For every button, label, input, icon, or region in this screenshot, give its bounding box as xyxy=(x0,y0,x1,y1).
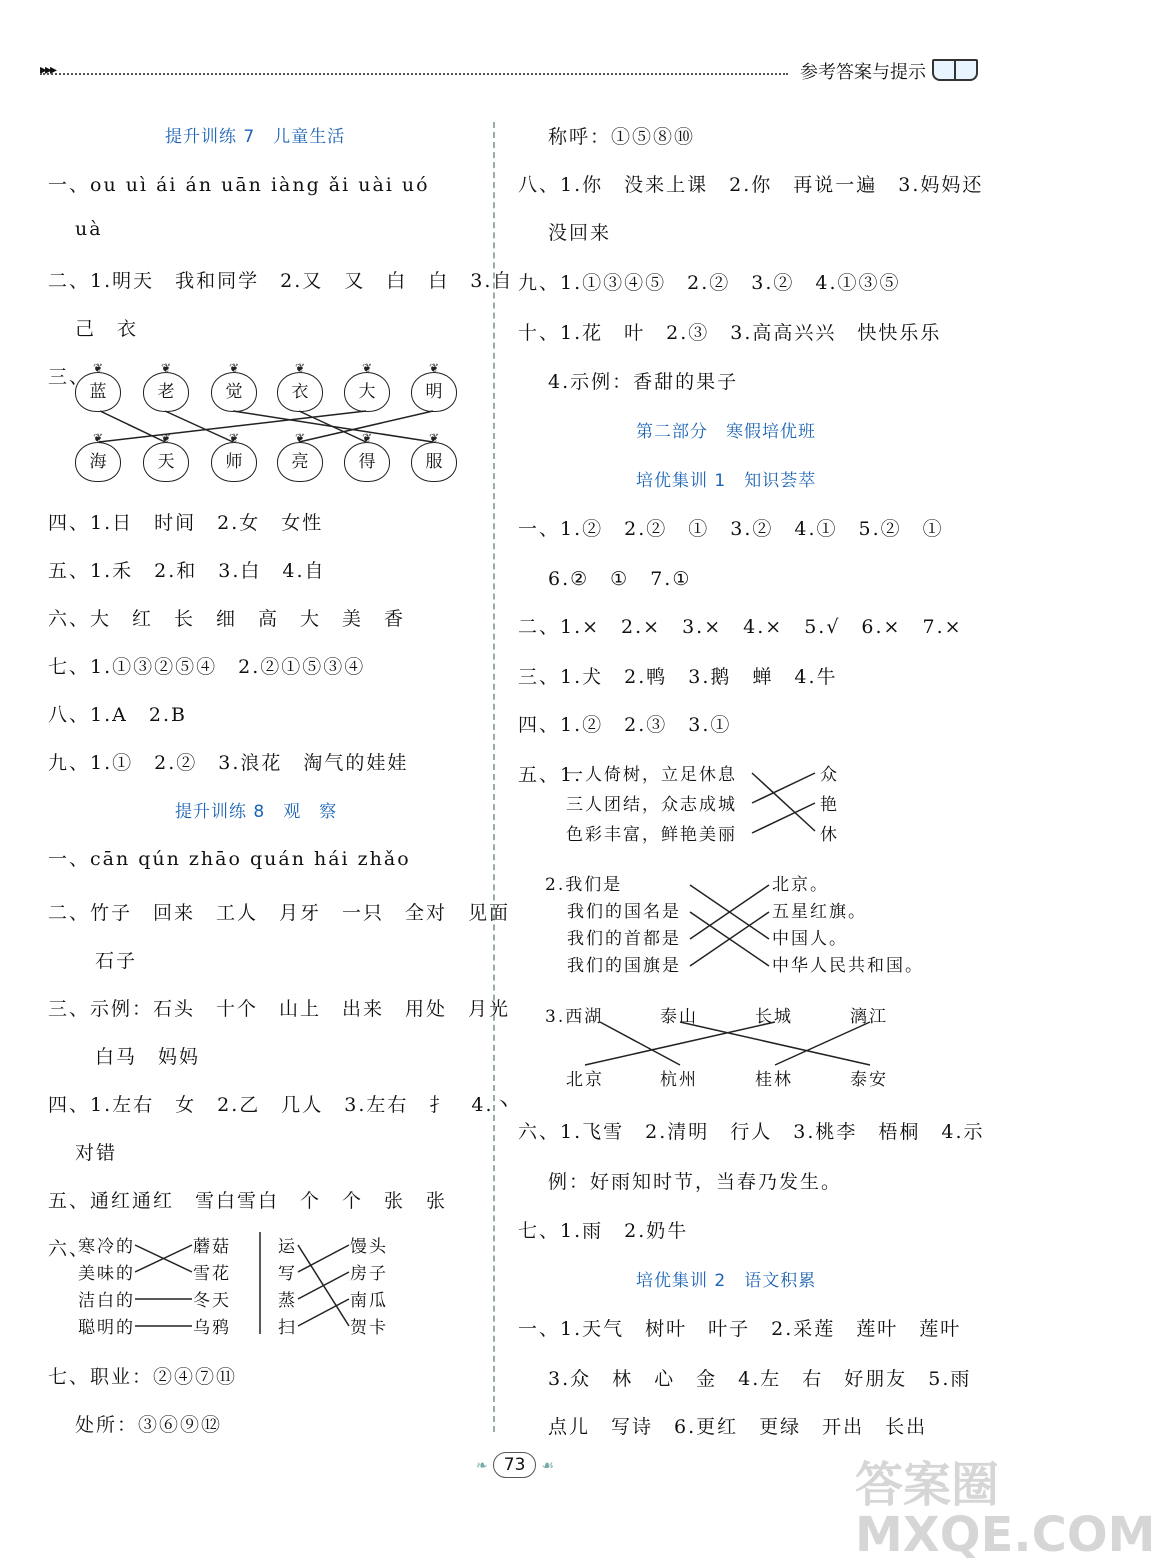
apple-character: ❦ 亮 xyxy=(277,442,323,482)
apple-character: ❦ 衣 xyxy=(277,372,323,412)
match-item: 雪花 xyxy=(193,1264,231,1284)
match-item: 漓江 xyxy=(850,1007,888,1027)
answer-line: 一、cān qún zhāo quán hái zhǎo xyxy=(48,848,411,870)
answer-line: 四、1.② 2.③ 3.① xyxy=(518,714,732,736)
leaf-ornament-icon: ❧ xyxy=(475,1458,488,1474)
answer-line: 己 衣 xyxy=(75,318,139,340)
match-item: 寒冷的 xyxy=(78,1237,135,1257)
answer-line: 一、1.② 2.② ① 3.② 4.① 5.② ① xyxy=(518,518,944,540)
apple-character: ❦ 师 xyxy=(211,442,257,482)
match-line xyxy=(298,1272,349,1299)
match-item: 艳 xyxy=(820,795,839,815)
answer-line: 石子 xyxy=(95,950,138,972)
match-item: 2.我们是 xyxy=(545,875,623,895)
match-line xyxy=(775,1022,870,1065)
answer-line: 七、1.①③②⑤④ 2.②①⑤③④ xyxy=(48,656,366,678)
match-item: 运 xyxy=(278,1237,297,1257)
match-line xyxy=(752,803,815,833)
match-item: 休 xyxy=(820,825,839,845)
header-arrows: ▸▸▸ xyxy=(40,62,56,78)
answer-line: 四、1.左右 女 2.乙 几人 3.左右 扌 4.丶 xyxy=(48,1094,515,1116)
match-item: 三人团结，众志成城 xyxy=(566,795,737,815)
apple-character: ❦ 老 xyxy=(143,372,189,412)
section-title-8: 提升训练 8 观 察 xyxy=(175,802,338,822)
match-item: 桂林 xyxy=(755,1070,793,1090)
match-item: 泰安 xyxy=(850,1070,888,1090)
answer-line: 三、 xyxy=(48,366,91,388)
match-item: 写 xyxy=(278,1264,297,1284)
match-item: 3.西湖 xyxy=(545,1007,604,1027)
answer-line: 十、1.花 叶 2.③ 3.高高兴兴 快快乐乐 xyxy=(518,322,942,344)
apple-character: ❦ 觉 xyxy=(211,372,257,412)
match-item: 房子 xyxy=(350,1264,388,1284)
answer-line: 九、1.①③④⑤ 2.② 3.② 4.①③⑤ xyxy=(518,272,901,294)
answer-line: 七、1.雨 2.奶牛 xyxy=(518,1220,689,1242)
match-item: 杭州 xyxy=(660,1070,698,1090)
answer-line: 七、职业：②④⑦⑪ xyxy=(48,1366,238,1388)
answer-line: 6.② ① 7.① xyxy=(548,568,692,590)
answer-line: 九、1.① 2.② 3.浪花 淘气的娃娃 xyxy=(48,752,409,774)
match-line xyxy=(99,411,366,442)
match-item: 乌鸦 xyxy=(193,1318,231,1338)
section-title-t2: 培优集训 2 语文积累 xyxy=(636,1271,817,1291)
answer-line: 点儿 写诗 6.更红 更绿 开出 长出 xyxy=(548,1416,928,1438)
answer-line: 4.示例：香甜的果子 xyxy=(548,371,739,393)
answer-line: 例：好雨知时节，当春乃发生。 xyxy=(548,1171,843,1193)
match-item: 五星红旗。 xyxy=(772,902,867,922)
match-item: 众 xyxy=(820,765,839,785)
match-item: 色彩丰富，鲜艳美丽 xyxy=(566,825,737,845)
answer-line: 三、1.犬 2.鸭 3.鹅 蝉 4.牛 xyxy=(518,666,838,688)
match-item: 贺卡 xyxy=(350,1318,388,1338)
apple-character: ❦ 大 xyxy=(344,372,390,412)
match-line xyxy=(299,411,366,442)
section-title-7: 提升训练 7 儿童生活 xyxy=(165,127,346,147)
answer-line: 称呼：①⑤⑧⑩ xyxy=(548,126,696,148)
match-line xyxy=(165,411,233,442)
answer-line: 3.众 林 心 金 4.左 右 好朋友 5.雨 xyxy=(548,1368,972,1390)
answer-line: 六、大 红 长 细 高 大 美 香 xyxy=(48,608,406,630)
match-item: 长城 xyxy=(755,1007,793,1027)
apple-character: ❦ 明 xyxy=(411,372,457,412)
answer-line: 六、1.飞雪 2.清明 行人 3.桃李 梧桐 4.示 xyxy=(518,1121,985,1143)
apple-character: ❦ 天 xyxy=(143,442,189,482)
match-item: 蘑菇 xyxy=(193,1237,231,1257)
match-item: 北京。 xyxy=(772,875,829,895)
match-item: 洁白的 xyxy=(78,1291,135,1311)
watermark: 答案圈 MXQE.COM xyxy=(855,1457,1155,1563)
answer-line: uà xyxy=(75,218,103,240)
answer-line: 八、1.A 2.B xyxy=(48,704,187,726)
answer-line: 二、1.明天 我和同学 2.又 又 白 白 3.自 xyxy=(48,270,514,292)
answer-line: 五、通红通红 雪白雪白 个 个 张 张 xyxy=(48,1190,448,1212)
match-line xyxy=(752,773,815,803)
match-item: 中华人民共和国。 xyxy=(772,956,924,976)
match-item: 聪明的 xyxy=(78,1318,135,1338)
apple-character: ❦ 得 xyxy=(344,442,390,482)
match-item: 南瓜 xyxy=(350,1291,388,1311)
answer-line: 一、ou uì ái án uān iàng ǎi uài uó xyxy=(48,174,430,196)
answer-line: 八、1.你 没来上课 2.你 再说一遍 3.妈妈还 xyxy=(518,174,984,196)
answer-line: 没回来 xyxy=(548,222,612,244)
match-item: 冬天 xyxy=(193,1291,231,1311)
answer-line: 四、1.日 时间 2.女 女性 xyxy=(48,512,324,534)
answer-line: 对错 xyxy=(75,1142,118,1164)
apple-character: ❦ 蓝 xyxy=(75,372,121,412)
section-title-t1: 培优集训 1 知识荟萃 xyxy=(636,471,817,491)
match-item: 美味的 xyxy=(78,1264,135,1284)
part-two-title: 第二部分 寒假培优班 xyxy=(636,422,816,442)
answer-line: 二、竹子 回来 工人 月牙 一只 全对 见面 xyxy=(48,902,511,924)
answer-line: 五、1.禾 2.和 3.白 4.自 xyxy=(48,560,326,582)
match-item: 我们的国名是 xyxy=(567,902,681,922)
match-item: 泰山 xyxy=(660,1007,698,1027)
apple-character: ❦ 海 xyxy=(75,442,121,482)
match-item: 扫 xyxy=(278,1318,297,1338)
answer-line: 二、1.× 2.× 3.× 4.× 5.√ 6.× 7.× xyxy=(518,616,963,638)
page-number: 73 xyxy=(493,1452,537,1478)
match-item: 中国人。 xyxy=(772,929,848,949)
answer-line: 白马 妈妈 xyxy=(95,1046,201,1068)
leaf-ornament-icon: ☙ xyxy=(541,1458,555,1474)
apple-character: ❦ 服 xyxy=(411,442,457,482)
match-line xyxy=(680,1022,870,1065)
match-item: 北京 xyxy=(566,1070,604,1090)
match-line xyxy=(752,773,815,831)
answer-line: 六、 xyxy=(48,1238,91,1260)
match-item: 蒸 xyxy=(278,1291,297,1311)
answer-line: 一、1.天气 树叶 叶子 2.采莲 莲叶 莲叶 xyxy=(518,1318,962,1340)
match-item: 我们的国旗是 xyxy=(567,956,681,976)
header-title-text: 参考答案与提示 xyxy=(800,62,926,83)
match-line xyxy=(100,411,165,442)
page-footer xyxy=(440,1452,590,1484)
answer-line: 五、1. xyxy=(518,764,583,786)
match-item: 一人倚树，立足休息 xyxy=(566,765,737,785)
answer-line: 处所：③⑥⑨⑫ xyxy=(75,1414,223,1436)
match-item: 我们的首都是 xyxy=(567,929,681,949)
answer-line: 三、示例：石头 十个 山上 出来 用处 月光 xyxy=(48,998,511,1020)
match-item: 馒头 xyxy=(350,1237,388,1257)
match-line xyxy=(299,411,433,442)
